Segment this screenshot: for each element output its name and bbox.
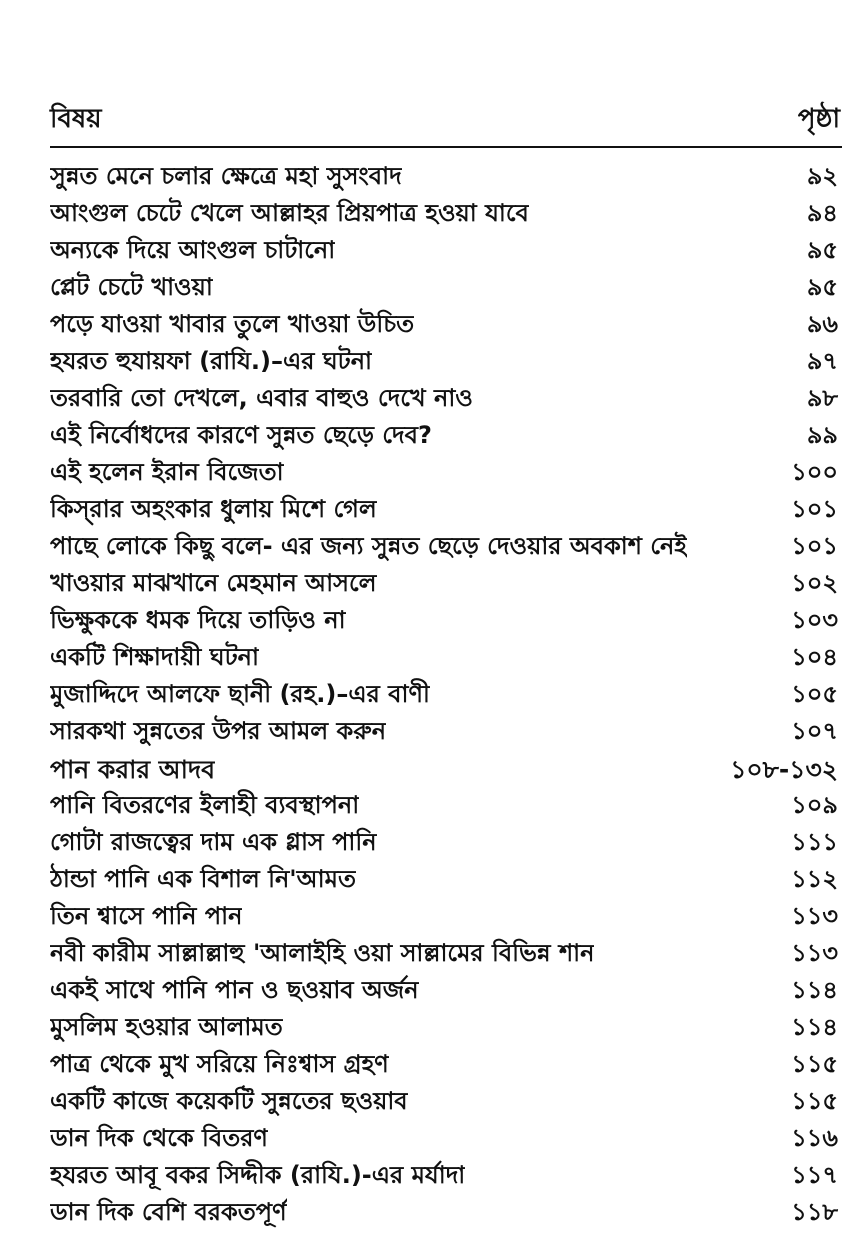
toc-entry [50, 970, 842, 1007]
toc-entry-title: একই সাথে পানি পান ও ছওয়াব অর্জন [50, 976, 419, 1004]
toc-entry [50, 822, 842, 859]
toc-entry-title: সুন্নত মেনে চলার ক্ষেত্রে মহা সুসংবাদ [50, 162, 402, 190]
toc-entry-page-number: ১০৪ [791, 643, 838, 671]
toc-entry-page-number: ৯৬ [806, 310, 838, 338]
toc-entry-page-number: ১১৩ [791, 939, 838, 967]
toc-entry-page-number: ৯৮ [806, 384, 838, 412]
toc-entry-page-number: ৯৪ [806, 199, 838, 227]
toc-entry-page-number: ১১৩ [791, 902, 838, 930]
toc-entry-title: খাওয়ার মাঝখানে মেহমান আসলে [50, 569, 377, 597]
table-of-contents [50, 156, 842, 1229]
subject-column-label: বিষয় [50, 104, 102, 134]
toc-entry-title: হযরত আবূ বকর সিদ্দীক (রাযি.)-এর মর্যাদা [50, 1161, 466, 1189]
toc-entry [50, 452, 842, 489]
toc-entry-title: কিস্‌রার অহংকার ধুলায় মিশে গেল [50, 495, 377, 523]
toc-entry-title: তরবারি তো দেখলে, এবার বাহুও দেখে নাও [50, 384, 473, 412]
toc-entry [50, 1081, 842, 1118]
toc-entry-title: প্লেট চেটে খাওয়া [50, 273, 213, 301]
toc-entry [50, 563, 842, 600]
toc-entry-title: পাত্র থেকে মুখ সরিয়ে নিঃশ্বাস গ্রহণ [50, 1050, 389, 1078]
toc-entry-title: মুজাদ্দিদে আলফে ছানী (রহ.)–এর বাণী [50, 680, 430, 708]
toc-entry-title: মুসলিম হওয়ার আলামত [50, 1013, 283, 1041]
toc-entry [50, 711, 842, 748]
toc-entry-title: ভিক্ষুককে ধমক দিয়ে তাড়িও না [50, 606, 346, 634]
toc-section-heading [50, 748, 842, 785]
toc-entry [50, 193, 842, 230]
toc-entry-page-number: ১০৭ [791, 717, 838, 745]
toc-entry [50, 785, 842, 822]
toc-entry-title: গোটা রাজত্বের দাম এক গ্লাস পানি [50, 828, 377, 856]
toc-entry [50, 674, 842, 711]
toc-entry-title: সারকথা সুন্নতের উপর আমল করুন [50, 717, 387, 745]
toc-entry-title: পানি বিতরণের ইলাহী ব্যবস্থাপনা [50, 791, 360, 819]
toc-entry-title: একটি শিক্ষাদায়ী ঘটনা [50, 643, 259, 671]
toc-entry-page-number: ১০৫ [791, 680, 838, 708]
toc-entry [50, 1155, 842, 1192]
toc-entry [50, 859, 842, 896]
toc-entry [50, 267, 842, 304]
toc-entry [50, 415, 842, 452]
toc-entry-title: ডান দিক বেশি বরকতপূর্ণ [50, 1198, 287, 1226]
toc-entry-title: এই হলেন ইরান বিজেতা [50, 458, 284, 486]
toc-entry [50, 341, 842, 378]
toc-entry-page-number: ১০২ [791, 569, 838, 597]
toc-entry [50, 526, 842, 563]
toc-entry-title: অন্যকে দিয়ে আংগুল চাটানো [50, 236, 336, 264]
toc-entry-title: পাছে লোকে কিছু বলে- এর জন্য সুন্নত ছেড়ে দেওয়ার অবকাশ নেই [50, 532, 687, 560]
toc-entry [50, 1044, 842, 1081]
toc-entry-title: ডান দিক থেকে বিতরণ [50, 1124, 268, 1152]
toc-entry-page-number: ১১৪ [791, 976, 838, 1004]
toc-entry [50, 600, 842, 637]
toc-entry [50, 933, 842, 970]
toc-entry-page-number: ১০১ [791, 532, 838, 560]
toc-entry-page-number: ১০৩ [791, 606, 838, 634]
toc-entry-page-number: ৯৫ [806, 236, 838, 264]
toc-entry-page-number: ১১৭ [791, 1161, 838, 1189]
toc-entry [50, 896, 842, 933]
toc-entry [50, 156, 842, 193]
toc-entry-title: তিন শ্বাসে পানি পান [50, 902, 243, 930]
toc-entry-page-number: ১০০ [791, 458, 838, 486]
toc-entry-page-number: ১১৪ [791, 1013, 838, 1041]
toc-entry [50, 1118, 842, 1155]
toc-header [50, 106, 842, 148]
toc-entry-page-number: ৯২ [806, 162, 838, 190]
toc-entry [50, 1007, 842, 1044]
toc-entry [50, 637, 842, 674]
toc-entry-page-number: ১১৮ [791, 1198, 838, 1226]
toc-entry-page-number: ১০১ [791, 495, 838, 523]
toc-entry-page-number: ১০৯ [791, 791, 838, 819]
toc-entry-page-number: ৯৫ [806, 273, 838, 301]
toc-entry-title: এই নির্বোধদের কারণে সুন্নত ছেড়ে দেব? [50, 421, 432, 449]
toc-entry [50, 378, 842, 415]
toc-entry-title: পড়ে যাওয়া খাবার তুলে খাওয়া উচিত [50, 310, 415, 338]
toc-entry [50, 230, 842, 267]
toc-entry-page-number: ১০৮-১৩২ [730, 755, 838, 784]
toc-entry [50, 489, 842, 526]
toc-entry-title: আংগুল চেটে খেলে আল্লাহর প্রিয়পাত্র হওয়া যাবে [50, 199, 529, 227]
toc-entry-page-number: ১১৬ [791, 1124, 838, 1152]
toc-entry [50, 1192, 842, 1229]
page-column-label: পৃষ্ঠা [797, 104, 840, 134]
toc-entry-page-number: ১১১ [791, 828, 838, 856]
toc-entry-page-number: ১১২ [791, 865, 838, 893]
toc-entry-title: ঠান্ডা পানি এক বিশাল নি'আমত [50, 865, 356, 893]
toc-entry-title: একটি কাজে কয়েকটি সুন্নতের ছওয়াব [50, 1087, 408, 1115]
toc-entry-page-number: ৯৭ [806, 347, 838, 375]
toc-entry-title: হযরত হুযায়ফা (রাযি.)–এর ঘটনা [50, 347, 373, 375]
toc-entry-page-number: ৯৯ [806, 421, 838, 449]
toc-entry-title: নবী কারীম সাল্লাল্লাহু 'আলাইহি ওয়া সাল্লামের বিভিন্ন শান [50, 939, 595, 967]
toc-entry-title: পান করার আদব [50, 755, 216, 784]
toc-entry-page-number: ১১৫ [791, 1087, 838, 1115]
toc-entry [50, 304, 842, 341]
toc-entry-page-number: ১১৫ [791, 1050, 838, 1078]
